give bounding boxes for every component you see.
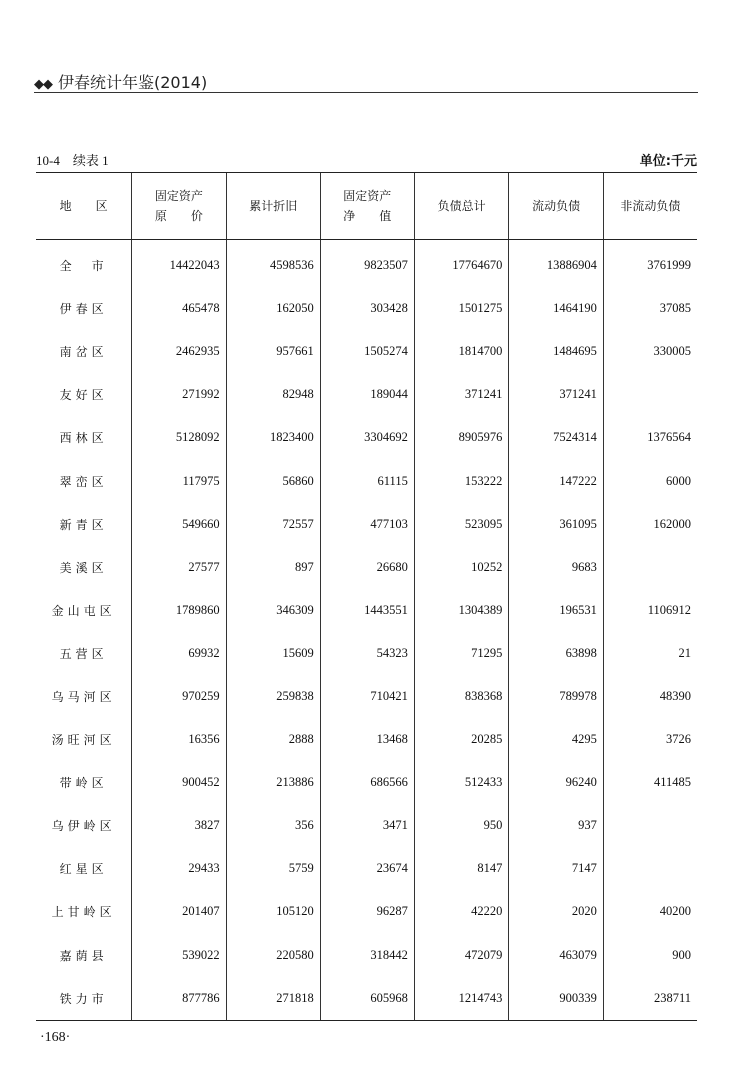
table-cell: 13886904 — [509, 240, 603, 288]
region-name: 上甘岭区 — [51, 905, 116, 920]
table-cell: 96287 — [320, 890, 414, 933]
column-header — [320, 173, 414, 240]
region-name: 南岔区 — [59, 345, 108, 360]
table-cell: 3304692 — [320, 416, 414, 459]
table-cell: 69932 — [132, 632, 226, 675]
table-cell: 549660 — [132, 503, 226, 546]
unit-label: 单位:千元 — [639, 154, 697, 169]
region-name: 全 市 — [59, 259, 108, 274]
table-cell: 63898 — [509, 632, 603, 675]
table-row — [36, 632, 697, 675]
table-cell: 789978 — [509, 675, 603, 718]
table-cell: 162050 — [226, 287, 320, 330]
table-cell: 271818 — [226, 977, 320, 1021]
table-cell: 838368 — [414, 675, 508, 718]
table-cell: 23674 — [320, 847, 414, 890]
table-cell: 4598536 — [226, 240, 320, 288]
table-cell: 1214743 — [414, 977, 508, 1021]
table-cell: 21 — [603, 632, 697, 675]
table-cell: 10252 — [414, 546, 508, 589]
table-cell: 371241 — [509, 373, 603, 416]
table-cell: 9823507 — [320, 240, 414, 288]
table-cell: 26680 — [320, 546, 414, 589]
table-cell: 900452 — [132, 761, 226, 804]
table-cell: 1823400 — [226, 416, 320, 459]
table-row — [36, 847, 697, 890]
table-row — [36, 240, 697, 288]
table-cell: 3471 — [320, 804, 414, 847]
table-cell: 477103 — [320, 503, 414, 546]
table-row — [36, 675, 697, 718]
table-row — [36, 890, 697, 933]
table-cell: 710421 — [320, 675, 414, 718]
book-title: 伊春统计年鉴(2014) — [58, 73, 208, 92]
table-cell — [603, 373, 697, 416]
table-cell: 82948 — [226, 373, 320, 416]
column-header — [36, 173, 132, 240]
table-cell: 1376564 — [603, 416, 697, 459]
table-cell: 71295 — [414, 632, 508, 675]
table-cell: 9683 — [509, 546, 603, 589]
column-header-line: 非流动负债 — [620, 199, 681, 213]
region-name: 乌马河区 — [51, 689, 116, 704]
table-cell: 153222 — [414, 459, 508, 502]
table-cell: 346309 — [226, 589, 320, 632]
table-cell: 897 — [226, 546, 320, 589]
table-cell: 970259 — [132, 675, 226, 718]
table-cell: 271992 — [132, 373, 226, 416]
column-header-line: 流动负债 — [532, 199, 581, 213]
table-cell: 27577 — [132, 546, 226, 589]
table-cell: 15609 — [226, 632, 320, 675]
table-cell: 2888 — [226, 718, 320, 761]
column-header-line: 固定资产 — [154, 189, 203, 203]
table-cell: 40200 — [603, 890, 697, 933]
region-name: 五营区 — [59, 646, 108, 661]
table-cell: 523095 — [414, 503, 508, 546]
running-head — [34, 70, 207, 93]
table-cell: 16356 — [132, 718, 226, 761]
table-cell: 2020 — [509, 890, 603, 933]
column-header — [509, 173, 603, 240]
table-row — [36, 503, 697, 546]
page-number: ·168· — [40, 1030, 71, 1045]
table-cell: 463079 — [509, 934, 603, 977]
region-name: 铁力市 — [36, 977, 132, 1021]
region-name: 新青区 — [59, 517, 108, 532]
table-row — [36, 330, 697, 373]
region-name: 金山屯区 — [51, 603, 116, 618]
table-cell: 361095 — [509, 503, 603, 546]
table-cell: 3726 — [603, 718, 697, 761]
table-row — [36, 804, 697, 847]
header-rule — [34, 92, 698, 93]
table-cell: 371241 — [414, 373, 508, 416]
table-cell: 512433 — [414, 761, 508, 804]
column-header-line: 固定资产 — [343, 189, 392, 203]
table-cell: 330005 — [603, 330, 697, 373]
region-name: 翠峦区 — [59, 474, 108, 489]
diamond-marker-icon: ◆◆ — [34, 77, 52, 92]
table-cell: 957661 — [226, 330, 320, 373]
table-row — [36, 287, 697, 330]
table-row — [36, 373, 697, 416]
table-cell: 1789860 — [132, 589, 226, 632]
table-cell: 238711 — [603, 977, 697, 1021]
column-header — [132, 173, 226, 240]
table-row — [36, 934, 697, 977]
table-cell: 54323 — [320, 632, 414, 675]
region-name: 红星区 — [59, 862, 108, 877]
table-cell: 303428 — [320, 287, 414, 330]
table-cell: 1484695 — [509, 330, 603, 373]
table-cell: 937 — [509, 804, 603, 847]
table-cell: 117975 — [132, 459, 226, 502]
table-cell: 61115 — [320, 459, 414, 502]
column-header — [226, 173, 320, 240]
table-row — [36, 761, 697, 804]
table-cell: 29433 — [132, 847, 226, 890]
table-cell — [603, 804, 697, 847]
table-cell: 201407 — [132, 890, 226, 933]
table-cell: 1501275 — [414, 287, 508, 330]
table-cell: 4295 — [509, 718, 603, 761]
table-cell: 1505274 — [320, 330, 414, 373]
table-row — [36, 546, 697, 589]
table-cell: 356 — [226, 804, 320, 847]
table-cell: 2462935 — [132, 330, 226, 373]
table-row — [36, 589, 697, 632]
table-cell: 8905976 — [414, 416, 508, 459]
table-cell — [603, 546, 697, 589]
table-cell: 196531 — [509, 589, 603, 632]
table-cell: 1443551 — [320, 589, 414, 632]
table-cell: 13468 — [320, 718, 414, 761]
table-cell: 1814700 — [414, 330, 508, 373]
table-cell: 539022 — [132, 934, 226, 977]
table-cell: 8147 — [414, 847, 508, 890]
column-header-line: 原 价 — [154, 209, 203, 223]
column-header — [603, 173, 697, 240]
table-cell: 96240 — [509, 761, 603, 804]
region-name: 美溪区 — [59, 560, 108, 575]
table-cell: 900 — [603, 934, 697, 977]
region-name: 西林区 — [59, 431, 108, 446]
table-cell — [603, 847, 697, 890]
table-row — [36, 416, 697, 459]
region-name: 嘉荫县 — [59, 948, 108, 963]
table-cell: 7147 — [509, 847, 603, 890]
column-header-line: 地 区 — [59, 199, 108, 213]
column-header-line: 负债总计 — [437, 199, 486, 213]
table-cell: 686566 — [320, 761, 414, 804]
table-row — [36, 977, 697, 1021]
table-cell: 900339 — [509, 977, 603, 1021]
table-cell: 6000 — [603, 459, 697, 502]
table-cell: 1106912 — [603, 589, 697, 632]
table-cell: 259838 — [226, 675, 320, 718]
table-cell: 7524314 — [509, 416, 603, 459]
table-row — [36, 459, 697, 502]
table-cell: 20285 — [414, 718, 508, 761]
table-cell: 3761999 — [603, 240, 697, 288]
table-cell: 877786 — [132, 977, 226, 1021]
table-cell: 220580 — [226, 934, 320, 977]
table-cell: 318442 — [320, 934, 414, 977]
table-cell: 14422043 — [132, 240, 226, 288]
table-cell: 472079 — [414, 934, 508, 977]
column-header-line: 净 值 — [343, 209, 392, 223]
table-cell: 1304389 — [414, 589, 508, 632]
region-name: 伊春区 — [59, 302, 108, 317]
table-cell: 42220 — [414, 890, 508, 933]
table-cell: 465478 — [132, 287, 226, 330]
table-cell: 3827 — [132, 804, 226, 847]
table-cell: 147222 — [509, 459, 603, 502]
table-cell: 162000 — [603, 503, 697, 546]
table-row — [36, 718, 697, 761]
table-cell: 17764670 — [414, 240, 508, 288]
table-cell: 72557 — [226, 503, 320, 546]
table-cell: 48390 — [603, 675, 697, 718]
statistics-table — [36, 172, 697, 1021]
table-cell: 189044 — [320, 373, 414, 416]
table-cell: 5759 — [226, 847, 320, 890]
table-cell: 37085 — [603, 287, 697, 330]
column-header — [414, 173, 508, 240]
table-cell: 105120 — [226, 890, 320, 933]
region-name: 带岭区 — [59, 776, 108, 791]
region-name: 汤旺河区 — [51, 733, 116, 748]
table-cell: 950 — [414, 804, 508, 847]
region-name: 乌伊岭区 — [51, 819, 116, 834]
region-name: 友好区 — [59, 388, 108, 403]
table-cell: 1464190 — [509, 287, 603, 330]
table-cell: 411485 — [603, 761, 697, 804]
table-cell: 213886 — [226, 761, 320, 804]
column-header-line: 累计折旧 — [249, 199, 298, 213]
table-cell: 605968 — [320, 977, 414, 1021]
table-cell: 56860 — [226, 459, 320, 502]
table-caption: 10-4 续表 1 — [36, 153, 109, 168]
table-cell: 5128092 — [132, 416, 226, 459]
